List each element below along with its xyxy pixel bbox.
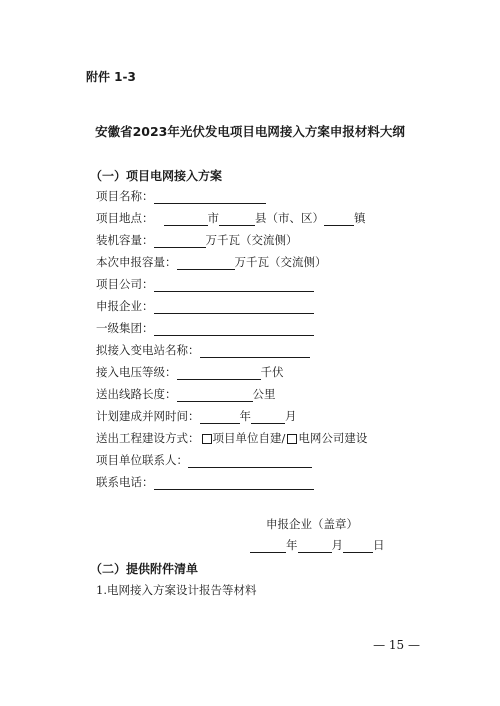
plan-time-month-field[interactable] xyxy=(251,411,285,424)
plan-time-row xyxy=(96,408,297,424)
grid-build-checkbox[interactable] xyxy=(287,434,297,444)
method-option-self-build: 项目单位自建/ xyxy=(212,431,286,445)
location-town-label: 镇 xyxy=(354,211,366,225)
voltage-unit: 千伏 xyxy=(260,365,284,379)
apply-company-row xyxy=(96,298,314,314)
apply-company-field[interactable] xyxy=(154,301,314,314)
capacity-label: 装机容量： xyxy=(96,233,154,247)
page-number: — 15 — xyxy=(373,638,420,652)
substation-row xyxy=(96,342,310,358)
location-town-field[interactable] xyxy=(324,213,354,226)
line-length-field[interactable] xyxy=(177,389,253,402)
plan-time-label: 计划建成并网时间： xyxy=(96,409,200,423)
section2-heading: （二）提供附件清单 xyxy=(90,562,199,576)
location-label: 项目地点： xyxy=(96,211,154,225)
project-name-row xyxy=(96,188,266,204)
contact-person-field[interactable] xyxy=(188,455,312,468)
capacity-unit: 万千瓦（交流侧） xyxy=(205,233,298,247)
line-length-unit: 公里 xyxy=(252,387,276,401)
group-row xyxy=(96,320,314,336)
section1-heading: （一）项目电网接入方案 xyxy=(90,169,223,183)
sign-year-label: 年 xyxy=(286,538,298,552)
document-title: 安徽省2023年光伏发电项目电网接入方案申报材料大纲 xyxy=(95,124,405,139)
substation-field[interactable] xyxy=(200,345,310,358)
method-option-grid-build: 电网公司建设 xyxy=(298,431,368,445)
plan-time-year-field[interactable] xyxy=(200,411,240,424)
plan-time-month-label: 月 xyxy=(285,409,297,423)
project-company-label: 项目公司： xyxy=(96,277,154,291)
line-length-label: 送出线路长度： xyxy=(96,387,177,401)
capacity-field[interactable] xyxy=(154,235,206,248)
apply-capacity-field[interactable] xyxy=(177,257,235,270)
project-company-row xyxy=(96,276,314,292)
attachment-label: 附件 1-3 xyxy=(86,70,136,84)
location-city-label: 市 xyxy=(207,211,219,225)
sign-day-field[interactable] xyxy=(343,540,373,553)
apply-capacity-row xyxy=(96,254,327,270)
project-name-label: 项目名称： xyxy=(96,189,154,203)
voltage-row xyxy=(96,364,284,380)
voltage-field[interactable] xyxy=(177,367,261,380)
method-row xyxy=(96,430,367,446)
sign-year-field[interactable] xyxy=(250,540,286,553)
apply-capacity-label: 本次申报容量： xyxy=(96,255,177,269)
apply-capacity-unit: 万千瓦（交流侧） xyxy=(234,255,327,269)
sign-month-field[interactable] xyxy=(298,540,332,553)
voltage-label: 接入电压等级： xyxy=(96,365,177,379)
substation-label: 拟接入变电站名称： xyxy=(96,343,200,357)
signature-date-row xyxy=(250,537,385,553)
contact-person-label: 项目单位联系人： xyxy=(96,453,188,467)
contact-phone-field[interactable] xyxy=(154,477,314,490)
apply-company-label: 申报企业： xyxy=(96,299,154,313)
contact-phone-label: 联系电话： xyxy=(96,475,154,489)
project-company-field[interactable] xyxy=(154,279,314,292)
location-row xyxy=(96,210,366,226)
line-length-row xyxy=(96,386,276,402)
contact-person-row xyxy=(96,452,312,468)
attachment-item-1-text: 1.电网接入方案设计报告等材料 xyxy=(96,583,257,597)
group-label: 一级集团： xyxy=(96,321,154,335)
attachment-item-1 xyxy=(96,582,256,598)
self-build-checkbox[interactable] xyxy=(202,434,212,444)
location-county-field[interactable] xyxy=(219,213,255,226)
group-field[interactable] xyxy=(154,323,314,336)
plan-time-year-label: 年 xyxy=(239,409,251,423)
method-label: 送出工程建设方式： xyxy=(96,431,200,445)
sign-day-label: 日 xyxy=(373,538,385,552)
sign-month-label: 月 xyxy=(331,538,343,552)
company-seal-label: 申报企业（盖章） xyxy=(266,517,358,531)
project-name-field[interactable] xyxy=(154,191,266,204)
contact-phone-row xyxy=(96,474,314,490)
location-city-field[interactable] xyxy=(164,213,208,226)
capacity-row xyxy=(96,232,298,248)
location-county-label: 县（市、区） xyxy=(255,211,324,225)
